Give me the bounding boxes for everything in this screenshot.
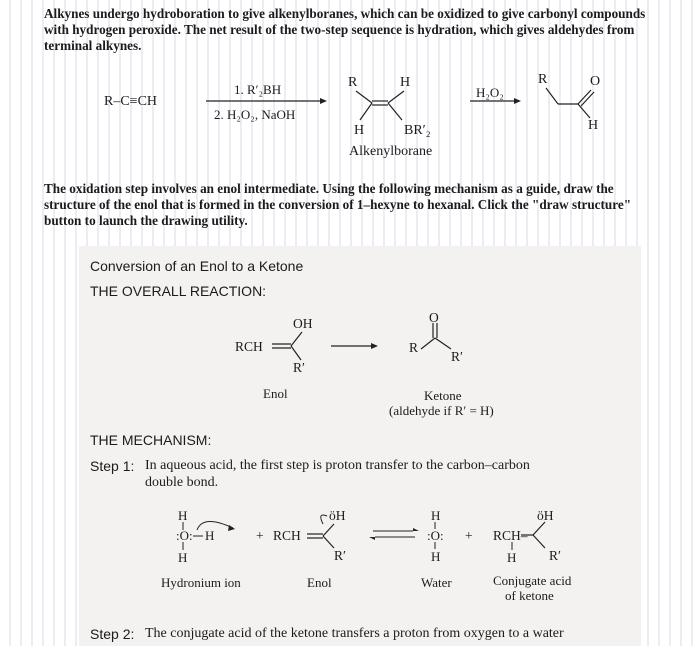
enol-rch: RCH (235, 339, 263, 354)
step1-text: In aqueous acid, the first step is proton transfer to the carbon–carbon (145, 458, 530, 473)
atom-br2: BR′₂ (404, 123, 431, 138)
atom-h: H (400, 75, 411, 90)
ketone-r: R (409, 340, 419, 355)
enol-oh: OH (293, 316, 313, 331)
enol2-rch: RCH (273, 528, 301, 543)
ketone-note: (aldehyde if R′ = H) (389, 403, 494, 418)
enol-label: Enol (263, 386, 288, 401)
question-paragraph: The oxidation step involves an enol intermediate. Using the following mechanism as a guide, draw the structure of the enol that is formed in the conversion of 1–hexyne to hexanal. Click the "draw structure" button to launch the drawing utility. (44, 181, 632, 228)
reagent-step2: 2. H₂O₂, NaOH (214, 107, 296, 122)
conj-rch: RCH– (493, 528, 528, 543)
plus-sign: + (256, 528, 264, 543)
enol2-label: Enol (307, 575, 332, 590)
enol2-rprime: R′ (334, 548, 346, 563)
conj-label-2: of ketone (505, 588, 554, 603)
water-label: Water (421, 575, 452, 590)
water-h-bottom: H (431, 549, 441, 564)
water-o: :O: (427, 528, 444, 543)
enol2-oh: öH (329, 508, 346, 523)
atom-o: O (590, 74, 601, 89)
enol-rprime: R′ (293, 360, 305, 375)
ketone-rprime: R′ (451, 349, 463, 364)
hydronium-h-bottom: H (178, 550, 188, 565)
mechanism-heading: THE MECHANISM: (90, 432, 212, 448)
intro-paragraph: Alkynes undergo hydroboration to give alkenylboranes, which can be oxidized to give carbonyl compounds with hydrogen peroxide. The net result of the two-step sequence is hydration, which gives aldehydes from terminal alkynes. (44, 6, 646, 53)
overall-heading: THE OVERALL REACTION: (90, 283, 267, 299)
atom-h: H (588, 118, 599, 133)
step2-label: Step 2: (90, 626, 135, 642)
panel-title: Conversion of an Enol to a Ketone (90, 258, 304, 274)
step2-text: The conjugate acid of the ketone transfers a proton from oxygen to a water (145, 626, 564, 641)
water-h-top: H (431, 508, 441, 523)
mechanism-panel (79, 246, 641, 646)
conj-h: H (507, 550, 517, 565)
atom-r: R (538, 72, 548, 87)
conj-label-1: Conjugate acid (493, 573, 572, 588)
hydronium-h-right: H (205, 528, 215, 543)
hydronium-o: :O: (176, 528, 193, 543)
conj-oh: öH (537, 508, 554, 523)
conj-rprime: R′ (549, 548, 561, 563)
ketone-label: Ketone (424, 388, 462, 403)
plus-sign: + (465, 528, 473, 543)
atom-h: H (354, 123, 365, 138)
hydronium-h-top: H (178, 508, 188, 523)
oxidant-label: H₂O₂ (476, 85, 504, 100)
reagent-step1: 1. R′₂BH (234, 82, 282, 97)
alkenylborane-label: Alkenylborane (349, 144, 433, 159)
hydronium-label: Hydronium ion (161, 575, 241, 590)
ketone-o: O (429, 310, 439, 325)
atom-r: R (348, 75, 358, 90)
reactant-alkyne: R–C≡CH (104, 94, 158, 109)
step1-text-cont: double bond. (145, 475, 219, 490)
step1-label: Step 1: (90, 458, 135, 474)
